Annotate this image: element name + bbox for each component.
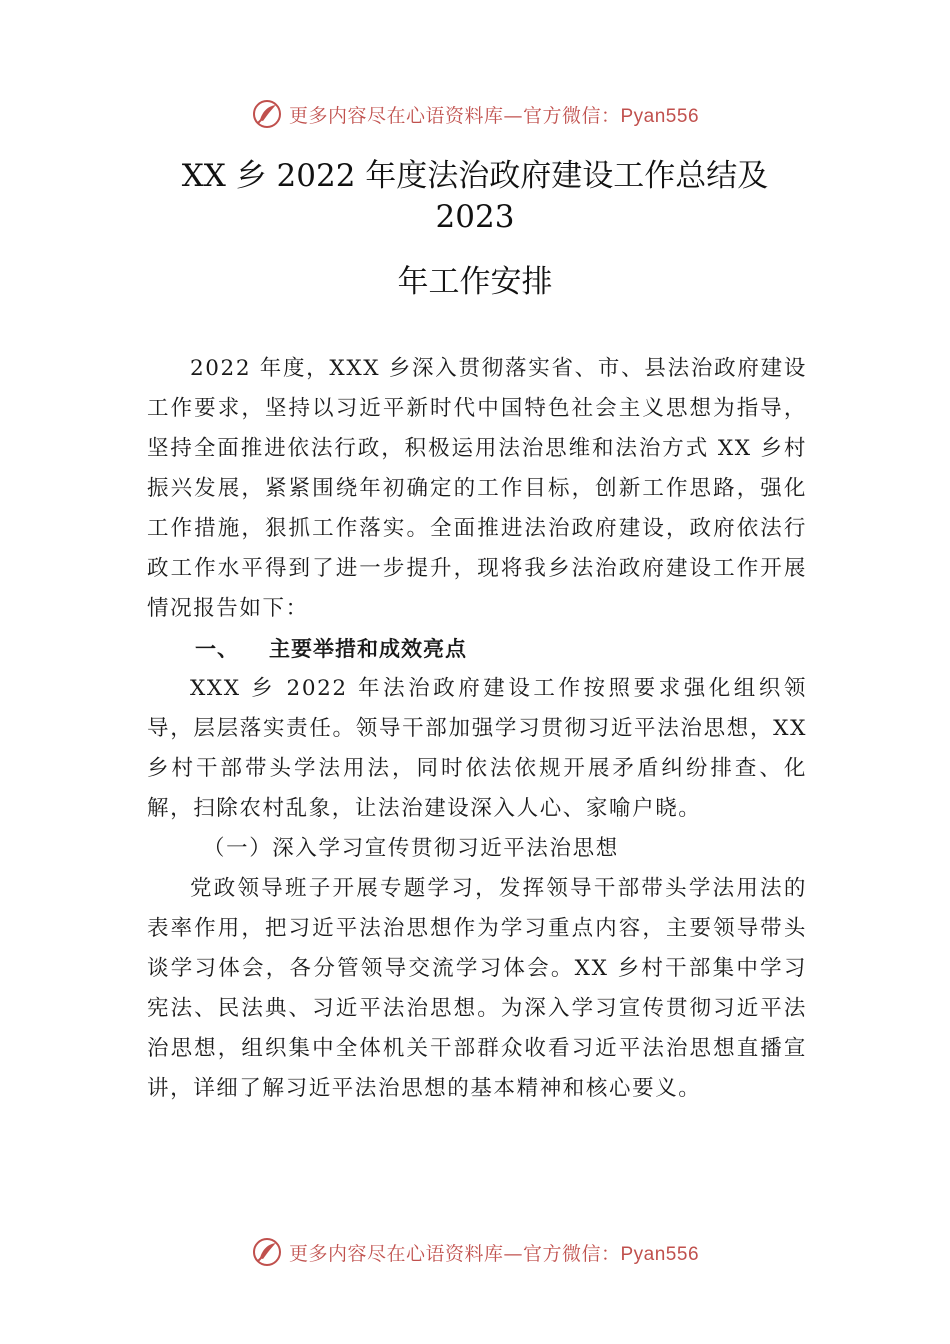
watermark-banner-bottom [0, 1232, 950, 1272]
document-title-line3: 年工作安排 [397, 264, 553, 300]
wechat-id: Pyan556 [620, 105, 700, 127]
watermark-text: 更多内容尽在心语资料库—官方微信：Pyan556 [288, 104, 700, 127]
brand-logo-icon [251, 1236, 283, 1268]
section-paragraph: XXX 乡 2022 年法治政府建设工作按照要求强化组织领导，层层落实责任。领导干部加强学习贯彻习近平法治思想，XX 乡村干部带头学法用法，同时依法依规开展矛盾纠纷排查、化解，扫除农村乱象，让法治建设深入人心、家喻户晓。 [147, 676, 807, 821]
watermark-banner-top [0, 94, 950, 134]
section-number: 一、 [195, 637, 239, 661]
wechat-id: Pyan556 [620, 1243, 700, 1265]
section-title: 主要举措和成效亮点 [269, 637, 467, 661]
intro-paragraph: 2022 年度，XXX 乡深入贯彻落实省、市、县法治政府建设工作要求，坚持以习近平新时代中国特色社会主义思想为指导，坚持全面推进依法行政，积极运用法治思维和法治方式 XX 乡村振兴发展，紧紧围绕年初确定的工作目标，创新工作思路，强化工作措施，狠抓工作落实。全面推进法治政府建设，政府依法行政工作水平得到了进一步提升，现将我乡法治政府建设工作开展情况报告如下： [147, 356, 807, 621]
subsection-paragraph: 党政领导班子开展专题学习，发挥领导干部带头学法用法的表率作用，把习近平法治思想作为学习重点内容，主要领导带头谈学习体会，各分管领导交流学习体会。XX 乡村干部集中学习宪法、民法典、习近平法治思想。为深入学习宣传贯彻习近平法治思想，组织集中全体机关干部群众收看习近平法治思想直播宣讲，详细了解习近平法治思想的基本精神和核心要义。 [147, 876, 807, 1101]
watermark-text: 更多内容尽在心语资料库—官方微信：Pyan556 [288, 1242, 700, 1265]
brand-logo-icon [251, 98, 283, 130]
document-body [147, 349, 807, 1109]
document-title-line1: XX 乡 2022 年度法治政府建设工作总结及 [181, 158, 769, 194]
subsection-heading: （一）深入学习宣传贯彻习近平法治思想 [203, 836, 619, 861]
document-title-line2: 2023 [435, 199, 515, 235]
section-heading [147, 629, 807, 669]
